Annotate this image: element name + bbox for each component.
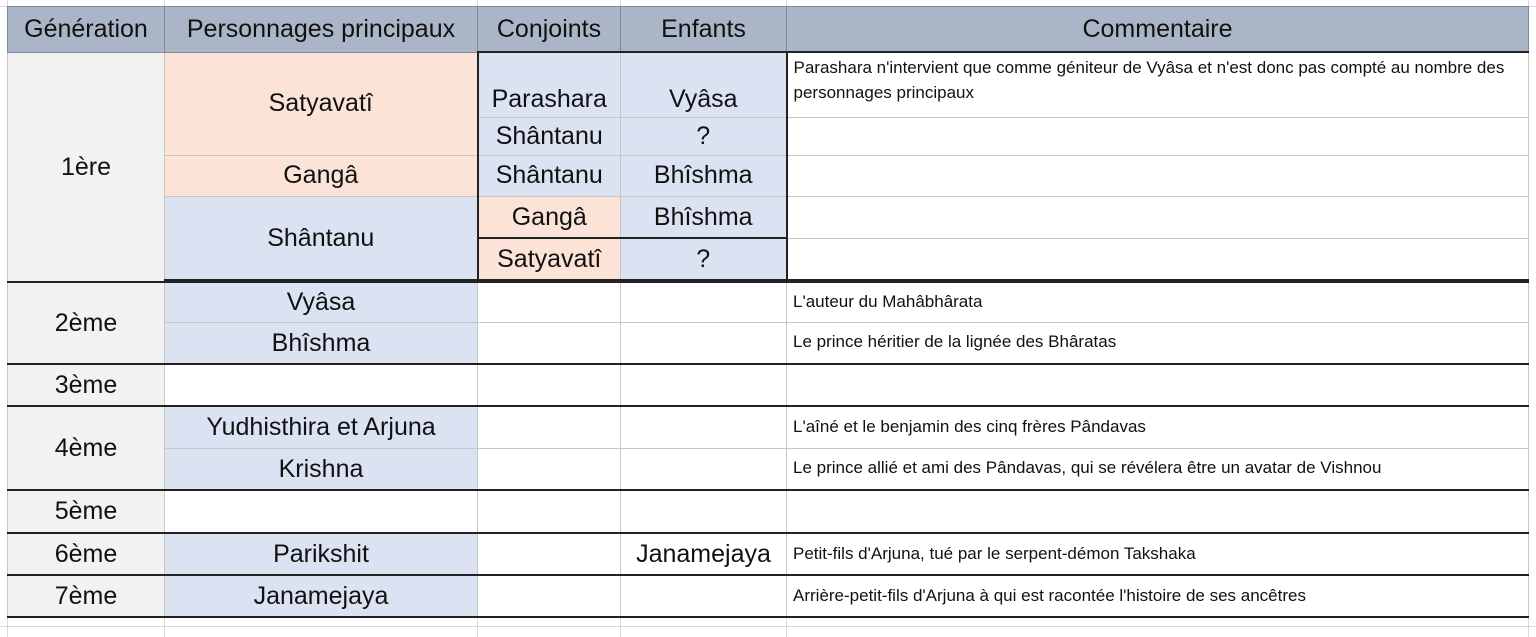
table-row — [8, 406, 1529, 448]
comment-cell[interactable]: Parashara n'intervient que comme géniteur de Vyâsa et n'est donc pas compté au nombre des personnages principaux — [787, 52, 1529, 117]
table-row — [8, 52, 1529, 117]
table-row — [8, 196, 1529, 238]
generations-table — [7, 6, 1529, 618]
child-cell[interactable] — [621, 490, 787, 533]
generation-cell[interactable]: 2ème — [8, 282, 165, 364]
comment-cell[interactable] — [787, 238, 1529, 280]
child-cell[interactable] — [621, 448, 787, 490]
header-personnages[interactable]: Personnages principaux — [165, 7, 478, 53]
comment-cell[interactable]: Le prince héritier de la lignée des Bhâratas — [787, 322, 1529, 364]
spouse-cell[interactable] — [478, 448, 621, 490]
child-cell[interactable]: ? — [621, 117, 787, 155]
child-cell[interactable] — [621, 406, 787, 448]
spouse-cell[interactable] — [478, 490, 621, 533]
spouse-cell[interactable] — [478, 364, 621, 406]
spouse-cell[interactable]: Shântanu — [478, 117, 621, 155]
generation-cell[interactable]: 5ème — [8, 490, 165, 533]
table-row — [8, 282, 1529, 322]
spouse-cell[interactable] — [478, 322, 621, 364]
character-cell[interactable]: Yudhisthira et Arjuna — [165, 406, 478, 448]
table-row — [8, 364, 1529, 406]
comment-cell[interactable] — [787, 490, 1529, 533]
table-row — [8, 533, 1529, 575]
header-conjoints[interactable]: Conjoints — [478, 7, 621, 53]
spouse-cell[interactable] — [478, 406, 621, 448]
child-cell[interactable]: Vyâsa — [621, 52, 787, 117]
spouse-cell[interactable] — [478, 575, 621, 617]
generation-cell[interactable]: 1ère — [8, 52, 165, 282]
character-cell[interactable]: Parikshit — [165, 533, 478, 575]
table-row — [8, 575, 1529, 617]
comment-cell[interactable]: L'aîné et le benjamin des cinq frères Pândavas — [787, 406, 1529, 448]
generation-cell[interactable]: 4ème — [8, 406, 165, 490]
child-cell[interactable]: ? — [621, 238, 787, 280]
table-row — [8, 490, 1529, 533]
spouse-cell[interactable] — [478, 282, 621, 322]
header-commentaire[interactable]: Commentaire — [787, 7, 1529, 53]
comment-cell[interactable] — [787, 196, 1529, 238]
header-generation[interactable]: Génération — [8, 7, 165, 53]
comment-cell[interactable]: Le prince allié et ami des Pândavas, qui se révélera être un avatar de Vishnou — [787, 448, 1529, 490]
character-cell[interactable]: Krishna — [165, 448, 478, 490]
child-cell[interactable] — [621, 575, 787, 617]
spouse-cell[interactable]: Satyavatî — [478, 238, 621, 280]
character-cell[interactable]: Vyâsa — [165, 282, 478, 322]
child-cell[interactable] — [621, 322, 787, 364]
comment-cell[interactable] — [787, 117, 1529, 155]
table-row — [8, 448, 1529, 490]
generation-cell[interactable]: 7ème — [8, 575, 165, 617]
header-row — [8, 7, 1529, 53]
child-cell[interactable]: Bhîshma — [621, 155, 787, 196]
child-cell[interactable] — [621, 282, 787, 322]
table-row — [8, 155, 1529, 196]
character-cell[interactable]: Shântanu — [165, 196, 478, 280]
spouse-cell[interactable]: Parashara — [478, 52, 621, 117]
character-cell[interactable]: Bhîshma — [165, 322, 478, 364]
child-cell[interactable]: Janamejaya — [621, 533, 787, 575]
child-cell[interactable] — [621, 364, 787, 406]
spouse-cell[interactable] — [478, 533, 621, 575]
character-cell[interactable]: Janamejaya — [165, 575, 478, 617]
comment-cell[interactable]: Petit-fils d'Arjuna, tué par le serpent-démon Takshaka — [787, 533, 1529, 575]
comment-cell[interactable]: Arrière-petit-fils d'Arjuna à qui est racontée l'histoire de ses ancêtres — [787, 575, 1529, 617]
spouse-cell[interactable]: Shântanu — [478, 155, 621, 196]
table-row — [8, 322, 1529, 364]
comment-cell[interactable] — [787, 155, 1529, 196]
character-cell[interactable] — [165, 364, 478, 406]
generation-cell[interactable]: 3ème — [8, 364, 165, 406]
character-cell[interactable] — [165, 490, 478, 533]
comment-cell[interactable]: L'auteur du Mahâbhârata — [787, 282, 1529, 322]
header-enfants[interactable]: Enfants — [621, 7, 787, 53]
spouse-cell[interactable]: Gangâ — [478, 196, 621, 238]
child-cell[interactable]: Bhîshma — [621, 196, 787, 238]
character-cell[interactable]: Satyavatî — [165, 52, 478, 155]
character-cell[interactable]: Gangâ — [165, 155, 478, 196]
generation-cell[interactable]: 6ème — [8, 533, 165, 575]
comment-cell[interactable] — [787, 364, 1529, 406]
gridline — [0, 626, 1536, 627]
